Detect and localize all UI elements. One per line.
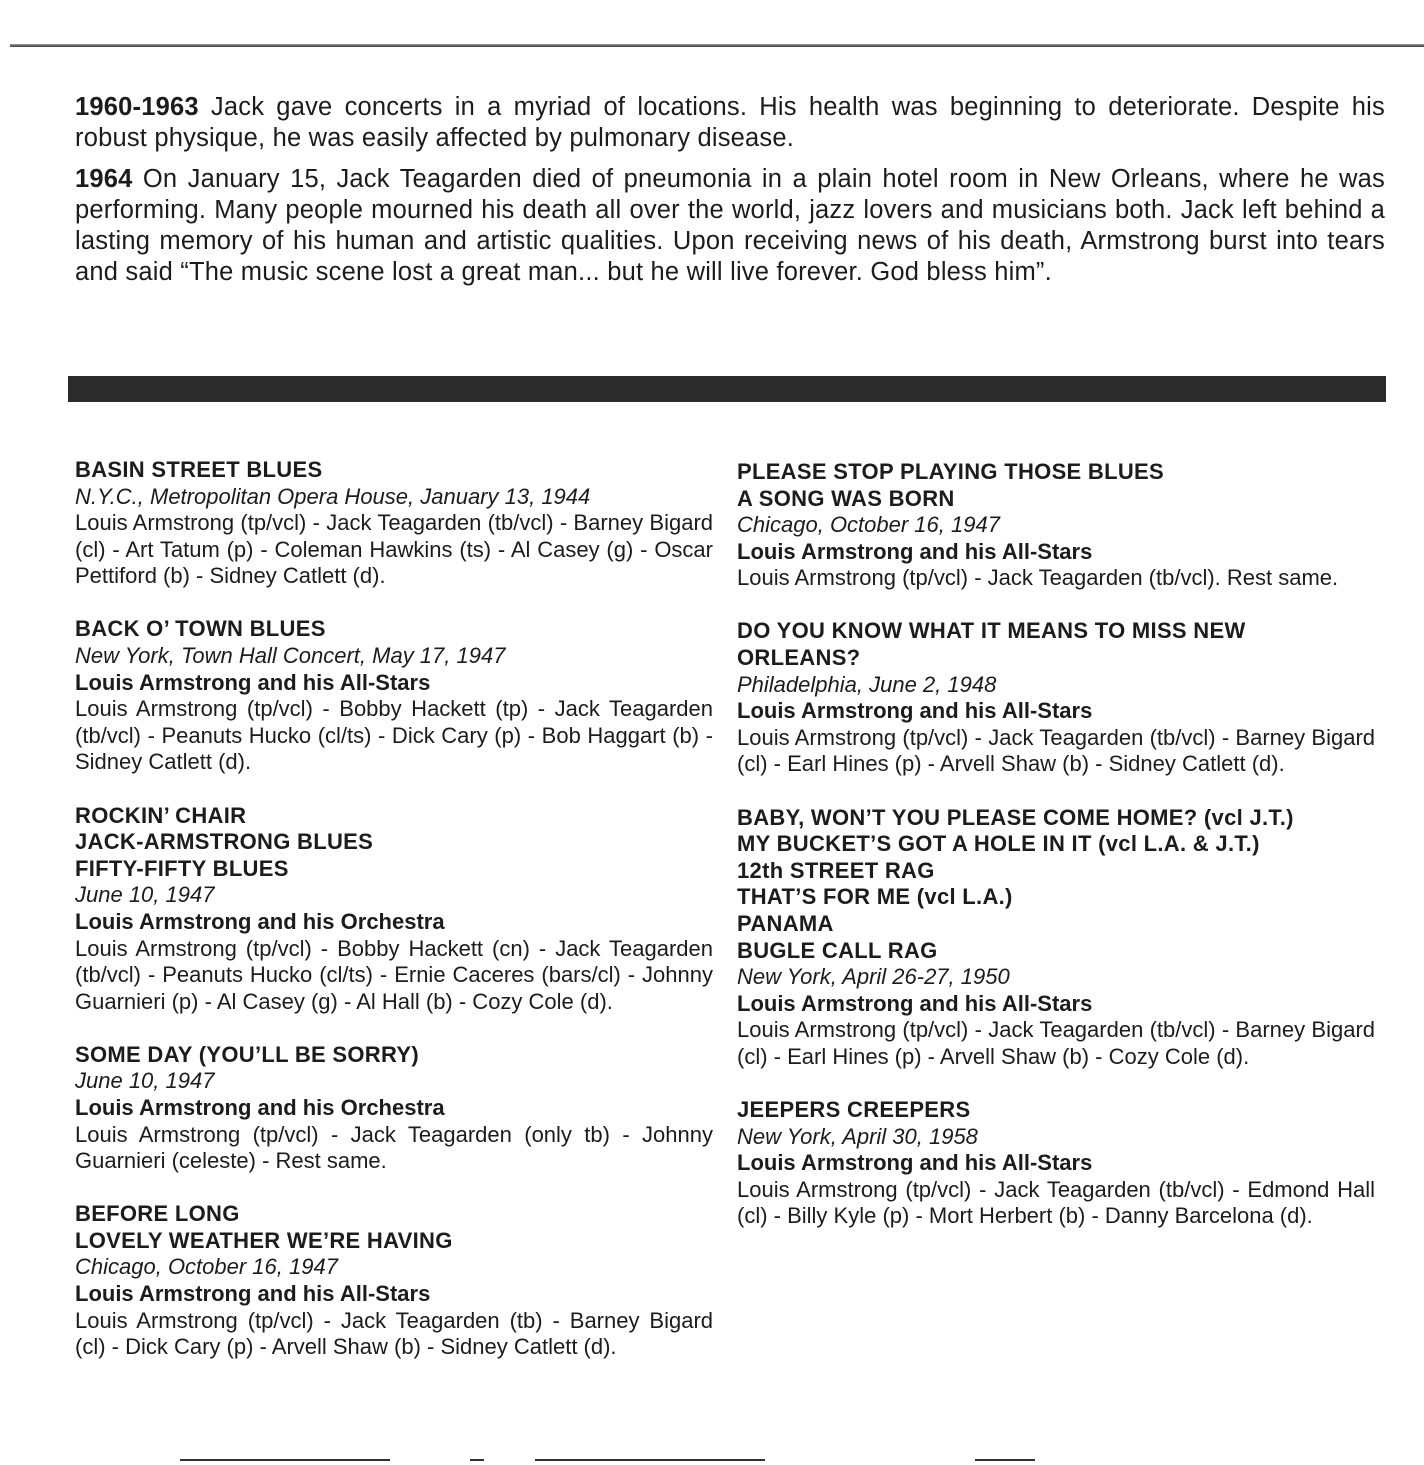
- track-title: BACK O’ TOWN BLUES: [75, 616, 326, 642]
- band-name: Louis Armstrong and his All-Stars: [737, 990, 1093, 1016]
- track-title: MY BUCKET’S GOT A HOLE IN IT (vcl L.A. & J.T.): [737, 831, 1260, 857]
- track-title: LOVELY WEATHER WE’RE HAVING: [75, 1227, 453, 1253]
- discography-entry: [737, 618, 1375, 778]
- bio-paragraph: [75, 92, 1385, 154]
- discography-entry: [75, 616, 713, 776]
- bio-year: 1960-1963: [75, 93, 199, 121]
- discography-entry: [737, 1097, 1375, 1230]
- discography-left-column: [75, 457, 713, 1387]
- recording-place-date: Philadelphia, June 2, 1948: [737, 671, 997, 697]
- track-title: FIFTY-FIFTY BLUES: [75, 855, 289, 881]
- personnel-lineup: Louis Armstrong (tp/vcl) - Jack Teagarden (tb/vcl) - Barney Bigard (cl) - Earl Hines (p) - Arvell Shaw (b) - Cozy Cole (d).: [737, 1017, 1375, 1069]
- band-name: Louis Armstrong and his All-Stars: [75, 669, 431, 695]
- biography-text: [75, 92, 1385, 298]
- recording-place-date: June 10, 1947: [75, 1068, 215, 1094]
- track-title: BUGLE CALL RAG: [737, 937, 938, 963]
- top-rule: [10, 44, 1424, 47]
- track-title: BABY, WON’T YOU PLEASE COME HOME? (vcl J.T.): [737, 804, 1294, 830]
- band-name: Louis Armstrong and his All-Stars: [75, 1281, 431, 1307]
- track-title: THAT’S FOR ME (vcl L.A.): [737, 884, 1013, 910]
- recording-place-date: New York, April 26-27, 1950: [737, 964, 1010, 990]
- discography-entry: [75, 457, 713, 590]
- personnel-lineup: Louis Armstrong (tp/vcl) - Jack Teagarden (tb) - Barney Bigard (cl) - Dick Cary (p) - Arvell Shaw (b) - Sidney Catlett (d).: [75, 1307, 713, 1360]
- band-name: Louis Armstrong and his All-Stars: [737, 538, 1093, 564]
- bio-text: On January 15, Jack Teagarden died of pneumonia in a plain hotel room in New Orleans, where he was performing. Many people mourned his death all over the world, jazz lovers and musicians both. Jack left behind a lasting memory of his human and artistic qualities. Upon receiving news of his death, Armstrong burst into tears and said “The music scene lost a great man... but he will live forever. God bless him”.: [75, 165, 1385, 286]
- track-title: A SONG WAS BORN: [737, 485, 955, 511]
- track-title: PANAMA: [737, 910, 834, 936]
- discography-right-column: [737, 459, 1375, 1256]
- bio-year: 1964: [75, 165, 133, 193]
- section-divider-band: [68, 376, 1386, 402]
- personnel-lineup: Louis Armstrong (tp/vcl) - Jack Teagarden (only tb) - Johnny Guarnieri (celeste) - Rest same.: [75, 1121, 713, 1174]
- band-name: Louis Armstrong and his Orchestra: [75, 908, 445, 934]
- track-title: 12th STREET RAG: [737, 857, 935, 883]
- band-name: Louis Armstrong and his All-Stars: [737, 1150, 1093, 1176]
- personnel-lineup: Louis Armstrong (tp/vcl) - Jack Teagarden (tb/vcl) - Edmond Hall (cl) - Billy Kyle (p) - Mort Herbert (b) - Danny Barcelona (d).: [737, 1176, 1375, 1229]
- track-title: ROCKIN’ CHAIR: [75, 802, 247, 828]
- discography-entry: [737, 805, 1375, 1071]
- bottom-rules: [0, 1456, 1424, 1465]
- track-title: JACK-ARMSTRONG BLUES: [75, 829, 374, 855]
- recording-place-date: Chicago, October 16, 1947: [737, 512, 1000, 538]
- track-title: PLEASE STOP PLAYING THOSE BLUES: [737, 459, 1164, 484]
- discography-entry: [75, 803, 713, 1016]
- track-title: BASIN STREET BLUES: [75, 457, 323, 482]
- band-name: Louis Armstrong and his All-Stars: [737, 698, 1093, 724]
- track-title: BEFORE LONG: [75, 1201, 240, 1227]
- personnel-lineup: Louis Armstrong (tp/vcl) - Bobby Hackett (tp) - Jack Teagarden (tb/vcl) - Peanuts Hucko (cl/ts) - Dick Cary (p) - Bob Haggart (b) - Sidney Catlett (d).: [75, 696, 713, 775]
- band-name: Louis Armstrong and his Orchestra: [75, 1094, 445, 1120]
- personnel-lineup: Louis Armstrong (tp/vcl) - Bobby Hackett (cn) - Jack Teagarden (tb/vcl) - Peanuts Hucko (cl/ts) - Ernie Caceres (bars/cl) - Johnny Guarnieri (p) - Al Casey (g) - Al Hall (b) - Cozy Cole (d).: [75, 935, 713, 1014]
- personnel-lineup: Louis Armstrong (tp/vcl) - Jack Teagarden (tb/vcl) - Barney Bigard (cl) - Earl Hines (p) - Arvell Shaw (b) - Sidney Catlett (d).: [737, 724, 1375, 777]
- personnel-lineup: Louis Armstrong (tp/vcl) - Jack Teagarden (tb/vcl) - Barney Bigard (cl) - Art Tatum (p) - Coleman Hawkins (ts) - Al Casey (g) - Oscar Pettiford (b) - Sidney Catlett (d).: [75, 510, 713, 589]
- discography-entry: [75, 1042, 713, 1175]
- recording-place-date: New York, April 30, 1958: [737, 1123, 978, 1149]
- personnel-lineup: Louis Armstrong (tp/vcl) - Jack Teagarden (tb/vcl). Rest same.: [737, 565, 1339, 591]
- discography-entry: [737, 459, 1375, 592]
- recording-place-date: New York, Town Hall Concert, May 17, 1947: [75, 643, 506, 669]
- recording-place-date: June 10, 1947: [75, 882, 215, 908]
- bio-text: Jack gave concerts in a myriad of locations. His health was beginning to deteriorate. Despite his robust physique, he was easily affected by pulmonary disease.: [75, 93, 1385, 152]
- track-title: SOME DAY (YOU’LL BE SORRY): [75, 1041, 419, 1067]
- recording-place-date: Chicago, October 16, 1947: [75, 1254, 338, 1280]
- discography-entry: [75, 1201, 713, 1361]
- bio-paragraph: [75, 164, 1385, 288]
- track-title: JEEPERS CREEPERS: [737, 1096, 971, 1122]
- recording-place-date: N.Y.C., Metropolitan Opera House, January 13, 1944: [75, 483, 591, 509]
- track-title: DO YOU KNOW WHAT IT MEANS TO MISS NEW ORLEANS?: [737, 618, 1246, 671]
